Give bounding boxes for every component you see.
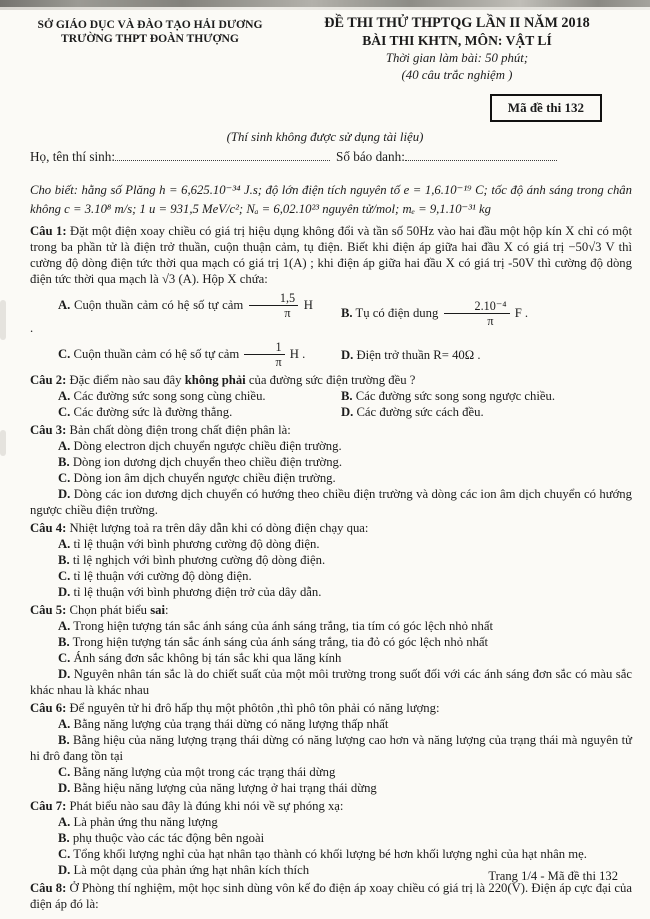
option-letter: C. [58,470,71,485]
answer-option: C. Cuộn thuần cảm có hệ số tự cảm $\frac{1}{\pi}$ H . [58,339,306,370]
option-letter: C. [58,846,71,861]
option-row [30,292,632,336]
page-footer: Trang 1/4 - Mã đề thi 132 [488,869,618,883]
exam-title: ĐỀ THI THỬ THPTQG LẦN II NĂM 2018 [324,15,590,31]
answer-option: B. tỉ lệ nghịch với bình phương cường độ dòng điện. [58,552,326,567]
department-name: SỞ GIÁO DỤC VÀ ĐÀO TẠO HẢI DƯƠNG [37,18,263,31]
option-letter: A. [58,297,71,312]
exam-subject: BÀI THI KHTN, MÔN: VẬT LÍ [362,33,552,48]
option-letter: A. [58,618,71,633]
question-block [30,602,632,698]
option-letter: A. [58,438,71,453]
question-block [30,520,632,600]
answer-option: D. Là một dạng của phản ứng hạt nhân kích thích [58,862,310,877]
answer-option: C. Các đường sức là đường thẳng. [58,404,233,419]
candidate-number-field [405,148,557,161]
option-letter: C. [58,764,71,779]
fraction: $\frac{1,5}{\pi}$ [249,292,298,320]
questions-list [30,223,632,912]
option-letter: D. [340,404,354,419]
answer-option: B. Dòng ion dương dịch chuyển theo chiều điện trường. [58,454,343,469]
question-number: Câu 7: [30,798,67,813]
question-number: Câu 1: [30,224,67,238]
option-letter: B. [58,454,70,469]
candidate-name-field [115,148,330,161]
answer-option: B. Bằng hiệu của năng lượng trạng thái dừng có năng lượng cao hơn và năng lượng của trạng thái mà nguyên tử hi đrô đang tồn tại [30,732,632,763]
option-row [30,404,632,420]
page-body [0,10,650,912]
option-letter: C. [58,346,71,361]
answer-option: D. Điện trở thuần R= 40Ω . [340,347,481,362]
option-letter: C. [58,404,71,419]
answer-option: A. Là phản ứng thu năng lượng [58,814,218,829]
option-letter: D. [58,780,71,795]
scan-artifact-top-band [0,0,650,7]
candidate-number-label: Số báo danh: [336,149,405,164]
answer-option: B. Các đường sức song song ngược chiều. [340,388,556,403]
school-name: TRƯỜNG THPT ĐOÀN THƯỢNG [61,32,239,45]
exam-duration: Thời gian làm bài: 50 phút; [385,51,529,65]
answer-option: D. Dòng các ion dương dịch chuyển có hướng theo chiều điện trường và dòng các ion âm dịch chuyển có hướng ngược chiều điện trường. [30,486,632,517]
option-letter: D. [58,584,71,599]
option-letter: A. [58,814,71,829]
question-number: Câu 4: [30,520,67,535]
answer-option: A. Dòng electron dịch chuyển ngược chiều điện trường. [58,438,342,453]
option-letter: B. [58,552,70,567]
option-letter: A. [58,716,71,731]
answer-option: C. tỉ lệ thuận với cường độ dòng điện. [58,568,252,583]
question-text: Câu 3: Bản chất dòng điện trong chất điện phân là: [30,422,291,437]
question-number: Câu 6: [30,700,67,715]
question-block [30,798,632,878]
answer-option: D. tỉ lệ thuận với bình phương điện trở của dây dẫn. [58,584,322,599]
exam-code-row [18,94,602,122]
question-text: Câu 8: Ở Phòng thí nghiệm, một học sinh dùng vôn kế đo điện áp xoay chiều có giá trị là 220(V). Điện áp cực đại của điện áp đó là: [30,880,632,911]
question-text: Câu 7: Phát biểu nào sau đây là đúng khi nói về sự phóng xạ: [30,798,344,813]
answer-option: A. Trong hiện tượng tán sắc ánh sáng của ánh sáng trắng, tia tím có góc lệch nhỏ nhất [58,618,494,633]
question-text: Câu 4: Nhiệt lượng toả ra trên dây dẫn khi có dòng điện chạy qua: [30,520,369,535]
exam-title-block [282,14,632,84]
option-row [30,388,632,404]
answer-option: C. Bằng năng lượng của một trong các trạng thái dừng [58,764,336,779]
option-letter: C. [58,568,71,583]
option-letter: B. [340,305,353,320]
option-letter: D. [58,666,71,681]
question-number: Câu 3: [30,422,67,437]
fraction: $\frac{1}{\pi}$ [244,341,284,369]
physical-constants-note: Cho biết: hằng số Plăng h = 6,625.10⁻³⁴ J.s; độ lớn điện tích nguyên tố e = 1,6.10⁻¹⁹ C; tốc độ ánh sáng trong chân không c = 3.10⁸ m/s; 1 u = 931,5 MeV/c²; Nₐ = 6,02.10²³ nguyên tử/mol; mₑ = 9,1.10⁻³¹ kg [30,183,632,216]
question-number: Câu 5: [30,602,67,617]
answer-option: C. Ánh sáng đơn sắc không bị tán sắc khi qua lăng kính [58,650,342,665]
answer-option: C. Tổng khối lượng nghỉ của hạt nhân tạo thành có khối lượng bé hơn khối lượng nghỉ của hạt nhân mẹ. [58,846,587,861]
answer-option: C. Dòng ion âm dịch chuyển ngược chiều điện trường. [58,470,336,485]
exam-question-count: (40 câu trắc nghiệm ) [401,68,513,82]
question-text: Câu 5: Chọn phát biểu sai: [30,602,169,617]
option-letter: A. [58,536,71,551]
option-letter: A. [58,388,71,403]
fraction: $\frac{\text{2.10⁻⁴}}{\pi}$ [444,300,510,328]
option-letter: D. [58,486,71,501]
question-block [30,422,632,518]
answer-option: D. Bằng hiệu năng lượng của năng lượng ở hai trạng thái dừng [58,780,377,795]
issuing-authority [18,14,282,84]
answer-option: A. Các đường sức song song cùng chiều. [58,388,266,403]
answer-option: A. Bằng năng lượng của trạng thái dừng có năng lượng thấp nhất [58,716,389,731]
answer-option: D. Các đường sức cách đều. [340,404,484,419]
answer-option: D. Nguyên nhân tán sắc là do chiết suất của một môi trường trong suốt đối với các ánh sáng đơn sắc có màu sắc khác nhau là khác nhau [30,666,632,697]
question-block [30,700,632,796]
option-letter: D. [340,347,354,362]
answer-option: B. Tụ có điện dung $\frac{\text{2.10⁻⁴}}{\pi}$ F . [340,299,529,329]
option-letter: B. [58,830,70,845]
question-text: Câu 6: Để nguyên tử hi đrô hấp thụ một phôtôn ,thì phô tôn phải có năng lượng: [30,700,440,715]
exam-code-box: Mã đề thi 132 [490,94,602,122]
question-number: Câu 8: [30,880,67,895]
option-letter: C. [58,650,71,665]
question-block [30,223,632,369]
exam-header [18,14,632,84]
option-letter: B. [58,634,70,649]
answer-option: A. tỉ lệ thuận với bình phương cường độ dòng điện. [58,536,320,551]
option-letter: B. [58,732,70,747]
candidate-info-line [30,148,632,165]
question-text: Câu 2: Đặc điểm nào sau đây không phải của đường sức điện trường đều ? [30,372,416,387]
option-letter: D. [58,862,71,877]
question-block [30,880,632,912]
option-row [30,341,632,369]
answer-option: A. Cuộn thuần cảm có hệ số tự cảm $\frac{1,5}{\pi}$ H . [30,291,313,335]
exam-notice: (Thí sinh không được sử dụng tài liệu) [226,130,424,144]
answer-option: B. phụ thuộc vào các tác động bên ngoài [58,830,265,845]
candidate-name-label: Họ, tên thí sinh: [30,149,115,164]
question-text: Câu 1: Đặt một điện xoay chiều có giá trị hiệu dụng không đổi và tần số 50Hz vào hai đầu một hộp kín X chỉ có một trong ba phần tử là điện trở thuần, cuộn thuận cảm, tụ điện. Biết khi điện áp giữa hai đầu X có giá trị −50√3 V thì cường độ dòng điện tức thời qua mạch có giá trị 1(A) ; khi điện áp giữa hai đầu X có giá trị -50V thì cường độ dòng điện tức thời qua mạch là √3 (A). Hộp X chứa: [30,224,632,286]
answer-option: B. Trong hiện tượng tán sắc ánh sáng của ánh sáng trắng, tia đỏ có góc lệch nhỏ nhất [58,634,489,649]
question-number: Câu 2: [30,372,67,387]
option-letter: B. [340,388,353,403]
question-block [30,372,632,420]
